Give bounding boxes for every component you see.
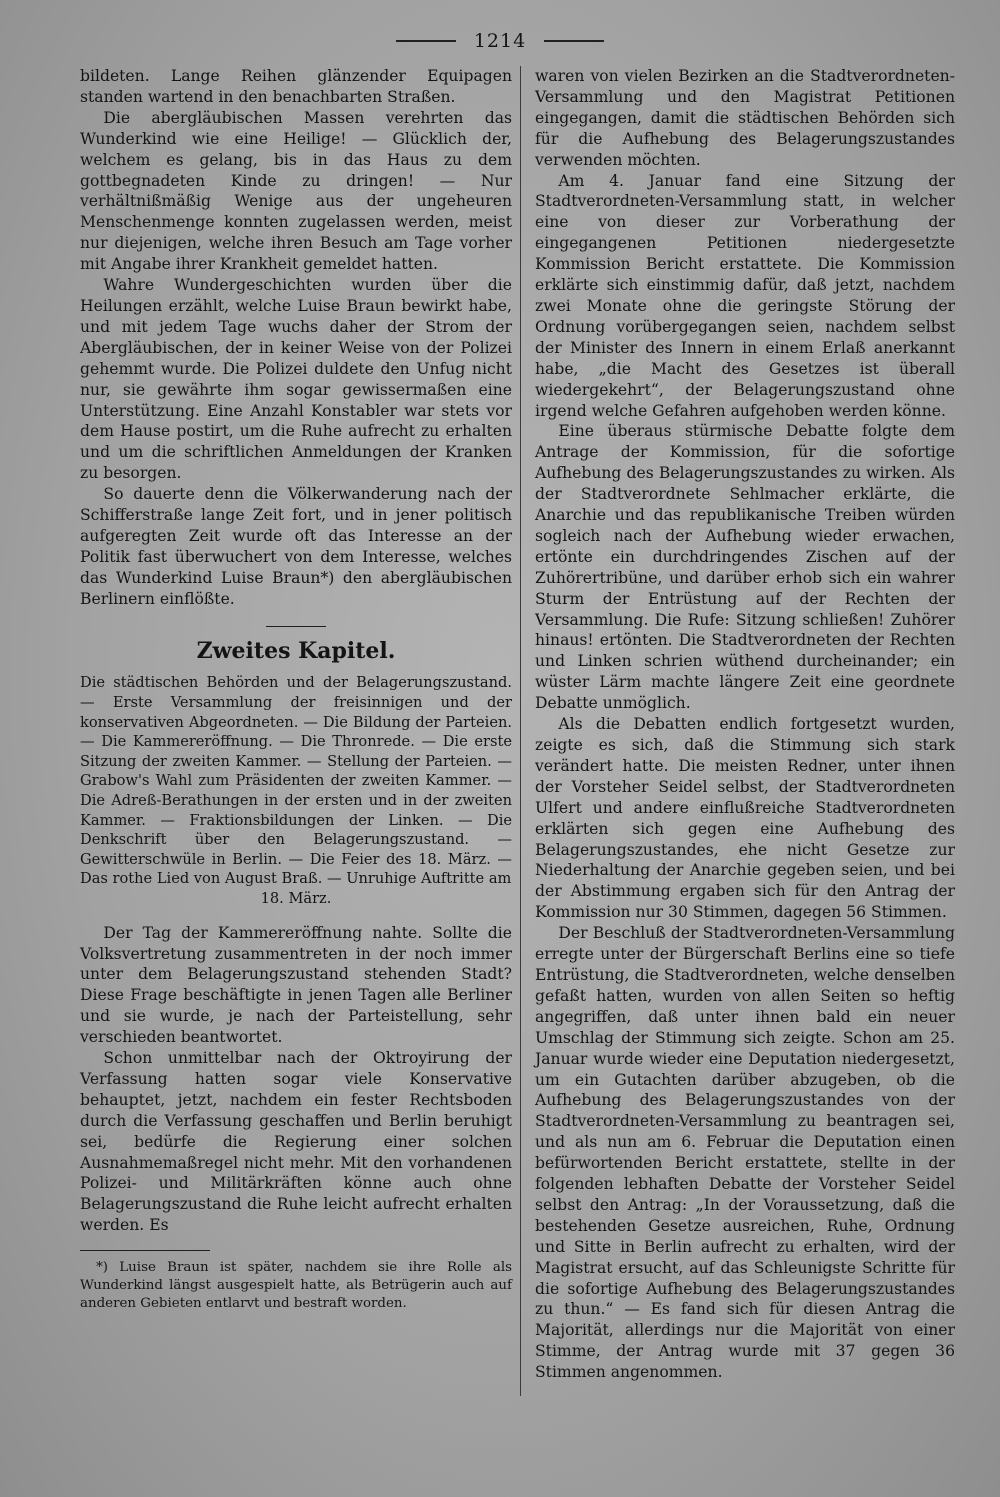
paragraph: Die abergläubischen Massen verehrten das Wunderkind wie eine Heilige! — Glücklich der, welchem es gelang, bis in das Haus zu dem gottbegnadeten Kinde zu dringen! — Nur verhältnißmäßig Wenige aus der ungeheuren Menschenmenge konnten zugelassen werden, meist nur diejenigen, welche ihren Besuch am Tage vorher mit Angabe ihrer Krankheit gemeldet hatten. [80,108,512,274]
paragraph: waren von vielen Bezirken an die Stadtverordneten-Versammlung und den Magistrat Petitionen eingegangen, damit die städtischen Behörden sich für die Aufhebung des Belagerungszustandes verwenden möchten. [535,67,955,169]
left-column [80,66,512,1313]
paragraph: Eine überaus stürmische Debatte folgte dem Antrage der Kommission, für die sofortige Aufhebung des Belagerungszustandes zu wirken. Als der Stadtverordnete Sehlmacher erklärte, die Anarchie und das republikanische Treiben würden sogleich nach der Aufhebung wieder erwachen, ertönte ein durchdringendes Zischen auf der Zuhörertribüne, und darüber erhob sich ein wahrer Sturm der Entrüstung auf der Rechten der Versammlung. Die Rufe: Sitzung schließen! Zuhörer hinaus! ertönten. Die Stadtverordneten der Rechten und Linken schrien wüthend durcheinander; ein wüster Lärm machte längere Zeit eine geordnete Debatte unmöglich. [535,422,955,713]
paragraph: So dauerte denn die Völkerwanderung nach der Schifferstraße lange Zeit fort, und in jener politisch aufgeregten Zeit wurde oft das Interesse an der Politik fast überwuchert von dem Interesse, welches das Wunderkind Luise Braun*) den abergläubischen Berlinern einflößte. [80,485,512,608]
paragraph: Als die Debatten endlich fortgesetzt wurden, zeigte es sich, daß die Stimmung sich stark verändert hatte. Die meisten Redner, unter ihnen der Vorsteher Seidel selbst, der Stadtverordneten Ulfert und andere einflußreiche Stadtverordneten erklärten sich gegen eine Aufhebung des Belagerungszustandes, ehe nicht Gesetze zur Niederhaltung der Anarchie gegeben seien, und bei der Abstimmung ergaben sich für den Antrag der Kommission nur 30 Stimmen, dagegen 56 Stimmen. [535,715,955,922]
right-column [535,66,955,1383]
footnote-rule [80,1250,210,1251]
header-rule-right [544,40,604,42]
paragraph: Am 4. Januar fand eine Sitzung der Stadtverordneten-Versammlung statt, in welcher eine von dieser zur Vorberathung der eingegangenen Petitionen niedergesetzte Kommission Bericht erstattete. Die Kommission erklärte sich einstimmig dafür, daß jetzt, nachdem zwei Monate ohne die geringste Störung der Ordnung vorübergegangen seien, nachdem selbst der Minister des Innern in einem Erlaß anerkannt habe, „die Macht des Gesetzes ist überall wiedergekehrt“, der Belagerungszustand ohne irgend welche Gefahren aufgehoben werden könne. [535,171,955,420]
paragraph: Wahre Wundergeschichten wurden über die Heilungen erzählt, welche Luise Braun bewirkt habe, und mit jedem Tage wuchs daher der Strom der Abergläubischen, der in keiner Weise von der Polizei gehemmt wurde. Die Polizei duldete den Unfug nicht nur, sie gewährte ihm sogar gewissermaßen eine Unterstützung. Eine Anzahl Konstabler war stets vor dem Hause postirt, um die Ruhe aufrecht zu erhalten und um die schriftlichen Anmeldungen der Kranken zu besorgen. [80,276,512,483]
column-divider [520,66,521,1396]
page-header [0,28,1000,54]
paragraph: Der Tag der Kammereröffnung nahte. Sollte die Volksvertretung zusammentreten in der noch immer unter dem Belagerungszustand stehenden Stadt? Diese Frage beschäftigte in jenen Tagen alle Berliner und sie wurde, je nach der Parteistellung, sehr verschieden beantwortet. [80,923,512,1047]
chapter-summary-end: 18. März. [260,890,332,907]
section-divider [266,626,326,627]
chapter-summary-text: Die städtischen Behörden und der Belagerungszustand. — Erste Versammlung der freisinnigen und der konservativen Abgeordneten. — Die Bildung der Parteien. — Die Kammereröffnung. — Die Thronrede. — Die erste Sitzung der zweiten Kammer. — Stellung der Parteien. — Grabow's Wahl zum Präsidenten der zweiten Kammer. — Die Adreß-Berathungen in der ersten und in der zweiten Kammer. — Fraktionsbildungen der Linken. — Die Denkschrift über den Belagerungszustand. — Gewitterschwüle in Berlin. — Die Feier des 18. März. — Das rothe Lied von August Braß. — Unruhige Auftritte am [80,674,512,888]
footnote-text: *) Luise Braun ist später, nachdem sie ihre Rolle als Wunderkind längst ausgespielt hatte, als Betrügerin auch auf anderen Gebieten entlarvt und bestraft worden. [80,1260,512,1312]
chapter-summary [80,673,512,908]
paragraph: bildeten. Lange Reihen glänzender Equipagen standen wartend in den benachbarten Straßen. [80,67,512,106]
footnote [80,1259,512,1313]
paragraph: Schon unmittelbar nach der Oktroyirung der Verfassung hatten sogar viele Konservative behauptet, jetzt, nachdem ein fester Rechtsboden durch die Verfassung geschaffen und Berlin beruhigt sei, bedürfe die Regierung einer solchen Ausnahmemaßregel nicht mehr. Mit den vorhandenen Polizei- und Militärkräften könne auch ohne Belagerungszustand die Ruhe leicht aufrecht erhalten werden. Es [80,1049,512,1235]
chapter-title: Zweites Kapitel. [196,637,396,664]
paragraph: Der Beschluß der Stadtverordneten-Versammlung erregte unter der Bürgerschaft Berlins eine so tiefe Entrüstung, die Stadtverordneten, welche denselben gefaßt hatten, wurden von allen Seiten so heftig angegriffen, daß unter ihnen bald ein neuer Umschlag der Stimmung sich zeigte. Schon am 25. Januar wurde wieder eine Deputation niedergesetzt, um ein Gutachten darüber abzugeben, ob die Aufhebung des Belagerungszustandes von der Stadtverordneten-Versammlung zu beantragen sei, und als nun am 6. Februar die Deputation einen befürwortenden Bericht erstattete, stellte in der folgenden lebhaften Debatte der Vorsteher Seidel selbst den Antrag: „In der Voraussetzung, daß die bestehenden Gesetze ausreichen, Ruhe, Ordnung und Sitte in Berlin aufrecht zu erhalten, wird der Magistrat ersucht, auf das Schleunigste Schritte für die sofortige Aufhebung des Belagerungszustandes zu thun.“ — Es fand sich für diesen Antrag die Majorität, allerdings nur die Majorität von einer Stimme, der Antrag wurde mit 37 gegen 36 Stimmen angenommen. [535,924,955,1382]
page-number: 1214 [473,30,527,52]
header-rule-left [396,40,456,42]
